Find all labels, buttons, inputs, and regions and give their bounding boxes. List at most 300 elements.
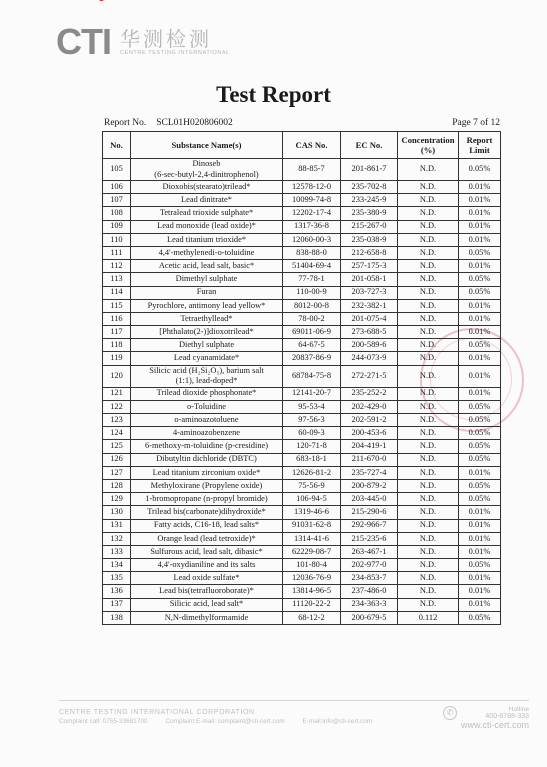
table-row [103, 326, 501, 339]
substance-table [102, 131, 501, 625]
header-concentration: Concentration (%) [398, 132, 459, 159]
cell-substance-name-text: Acetic acid, lead salt, basic* [158, 260, 255, 270]
cell-cas-no-text: 12202-17-4 [291, 208, 332, 218]
cell-report-limit-text: 0.01% [468, 467, 491, 477]
cell-no [103, 365, 131, 387]
cell-cas-no [283, 572, 341, 585]
cell-concentration-text: N.D. [419, 401, 437, 411]
cell-substance-name [131, 493, 283, 506]
cell-report-limit [459, 159, 501, 181]
cell-ec-no [341, 598, 398, 611]
cell-substance-name-text: Orange lead (lead tetroxide)* [157, 533, 256, 543]
cell-concentration-text: N.D. [419, 208, 437, 218]
cell-ec-no [341, 414, 398, 427]
cell-cas-no-text: 68-12-2 [298, 612, 325, 622]
cell-substance-name-line2: (6-sec-butyl-2,4-dinitrophenol) [154, 169, 259, 179]
cell-no [103, 181, 131, 194]
cell-ec-no-text: 202-591-2 [351, 414, 387, 424]
cell-cas-no [283, 427, 341, 440]
cell-report-limit-text: 0.05% [468, 441, 491, 451]
cell-report-limit-text: 0.01% [468, 388, 491, 398]
cell-concentration-text: N.D. [419, 353, 437, 363]
cell-substance-name [131, 611, 283, 624]
logo-dot [98, 0, 105, 1]
cell-ec-no [341, 387, 398, 400]
cell-cas-no [283, 453, 341, 466]
table-row [103, 159, 501, 181]
cell-no-text: 135 [110, 573, 123, 583]
cell-cas-no [283, 414, 341, 427]
cell-substance-name [131, 400, 283, 413]
cell-substance-name-text: Tetraethyllead* [180, 313, 233, 323]
cell-substance-name [131, 299, 283, 312]
cell-ec-no-text: 200-679-5 [351, 612, 387, 622]
cell-no [103, 427, 131, 440]
cell-concentration [398, 194, 459, 207]
cell-concentration [398, 506, 459, 519]
cell-ec-no [341, 532, 398, 545]
cell-report-limit [459, 194, 501, 207]
cell-no-text: 122 [110, 401, 123, 411]
cell-no-text: 115 [110, 300, 123, 310]
cell-report-limit [459, 506, 501, 519]
table-row [103, 519, 501, 532]
cell-concentration [398, 427, 459, 440]
cell-substance-name [131, 598, 283, 611]
cell-ec-no-text: 235-038-9 [351, 234, 387, 244]
cell-concentration-text: N.D. [419, 573, 437, 583]
cell-no [103, 506, 131, 519]
cell-report-limit [459, 611, 501, 624]
cell-report-limit [459, 365, 501, 387]
cell-substance-name [131, 427, 283, 440]
table-row [103, 479, 501, 492]
cell-cas-no-text: 12578-12-0 [291, 181, 332, 191]
cell-concentration [398, 220, 459, 233]
cell-substance-name [131, 246, 283, 259]
cell-concentration [398, 400, 459, 413]
table-row [103, 387, 501, 400]
footer-complaint-email: Complaint E-mail: complaint@cti-cert.com [165, 718, 285, 725]
cell-report-limit [459, 352, 501, 365]
cell-no-text: 128 [110, 480, 123, 490]
cell-concentration-text: N.D. [419, 195, 437, 205]
cell-cas-no-text: 1317-36-8 [294, 221, 329, 231]
cell-no-text: 127 [110, 467, 123, 477]
cell-no-text: 124 [110, 428, 123, 438]
cell-report-limit-text: 0.01% [468, 260, 491, 270]
footer-email: E-mail:info@cti-cert.com [302, 718, 373, 725]
cell-report-limit-text: 0.01% [468, 370, 491, 380]
cell-substance-name [131, 519, 283, 532]
cell-concentration-text: N.D. [419, 164, 437, 174]
cell-substance-name-text: Lead bis(tetrafluoroborate)* [159, 586, 254, 596]
cell-report-limit-text: 0.01% [468, 599, 491, 609]
cell-report-limit [459, 273, 501, 286]
cell-concentration [398, 387, 459, 400]
cell-substance-name [131, 414, 283, 427]
cell-substance-name-text: Fatty acids, C16-18, lead salts* [153, 520, 260, 530]
cell-cas-no-text: 97-56-3 [298, 414, 325, 424]
cell-ec-no-text: 201-861-7 [351, 164, 387, 174]
cell-no-text: 107 [110, 195, 123, 205]
cell-ec-no-text: 202-977-0 [351, 559, 387, 569]
table-row [103, 194, 501, 207]
cell-substance-name-text: Diethyl sulphate [178, 340, 235, 350]
logo-chinese-text: 华测检测 [120, 27, 212, 51]
cell-concentration [398, 299, 459, 312]
cell-ec-no [341, 585, 398, 598]
cell-ec-no [341, 312, 398, 325]
cell-report-limit-text: 0.05% [468, 247, 491, 257]
cell-substance-name-line2: (1:1), lead-doped* [175, 376, 238, 386]
cell-substance-name-text: [Phthalato(2-)]dioxotrilead* [159, 326, 254, 336]
cell-substance-name-text: Sulfurous acid, lead salt, dibasic* [150, 546, 263, 556]
cell-report-limit-text: 0.01% [468, 208, 491, 218]
cell-ec-no-text: 212-658-8 [351, 247, 387, 257]
cell-no [103, 194, 131, 207]
cell-report-limit-text: 0.01% [468, 300, 491, 310]
cell-no-text: 133 [110, 546, 123, 556]
cell-no [103, 159, 131, 181]
cell-cas-no [283, 260, 341, 273]
cell-concentration [398, 572, 459, 585]
cell-cas-no [283, 585, 341, 598]
cell-no [103, 440, 131, 453]
cell-ec-no [341, 326, 398, 339]
table-row [103, 545, 501, 558]
cell-report-limit-text: 0.05% [468, 480, 491, 490]
cell-cas-no-text: 1314-41-6 [294, 533, 329, 543]
hotline-number: 400-6788-333 [485, 713, 529, 720]
cell-report-limit [459, 286, 501, 299]
report-title: Test Report [216, 82, 331, 107]
cell-concentration-text: N.D. [419, 340, 437, 350]
table-row [103, 611, 501, 624]
cell-no [103, 352, 131, 365]
cell-cas-no [283, 365, 341, 387]
cell-no [103, 414, 131, 427]
cell-substance-name [131, 220, 283, 233]
cell-cas-no [283, 246, 341, 259]
table-row [103, 493, 501, 506]
cell-concentration-text: N.D. [419, 586, 437, 596]
cell-report-limit-text: 0.05% [468, 274, 491, 284]
cell-concentration [398, 479, 459, 492]
cell-no [103, 246, 131, 259]
cell-no-text: 112 [110, 260, 123, 270]
cell-ec-no [341, 519, 398, 532]
cell-cas-no [283, 220, 341, 233]
cell-ec-no-text: 235-252-2 [351, 388, 387, 398]
cell-report-limit [459, 260, 501, 273]
header-substance: Substance Name(s) [131, 132, 283, 159]
cell-no-text: 116 [110, 313, 123, 323]
cell-substance-name-text: 4,4'-oxydianiline and its salts [157, 559, 256, 569]
cell-concentration-text: N.D. [419, 260, 437, 270]
cell-report-limit-text: 0.01% [468, 326, 491, 336]
cell-substance-name-text: Dimethyl sulphate [175, 274, 238, 284]
cell-report-limit [459, 427, 501, 440]
cell-report-limit [459, 246, 501, 259]
cell-report-limit-text: 0.01% [468, 533, 491, 543]
cell-no-text: 123 [110, 414, 123, 424]
cell-ec-no [341, 611, 398, 624]
cell-cas-no [283, 519, 341, 532]
cell-ec-no [341, 479, 398, 492]
cell-cas-no [283, 326, 341, 339]
table-row [103, 466, 501, 479]
cell-substance-name [131, 312, 283, 325]
cell-report-limit-text: 0.01% [468, 221, 491, 231]
cell-ec-no-text: 203-727-3 [351, 287, 387, 297]
table-row [103, 207, 501, 220]
cell-concentration-text: N.D. [419, 441, 437, 451]
cell-substance-name [131, 273, 283, 286]
cell-ec-no-text: 273-688-5 [351, 326, 387, 336]
cell-substance-name-text: Dibutyltin dichloride (DBTC) [156, 454, 257, 464]
cell-substance-name [131, 572, 283, 585]
cell-report-limit [459, 598, 501, 611]
cell-no [103, 220, 131, 233]
cell-concentration [398, 352, 459, 365]
cell-concentration [398, 233, 459, 246]
cell-ec-no [341, 493, 398, 506]
cell-ec-no [341, 246, 398, 259]
cell-report-limit-text: 0.05% [468, 559, 491, 569]
cell-concentration [398, 414, 459, 427]
cell-cas-no [283, 611, 341, 624]
cell-ec-no [341, 453, 398, 466]
cell-concentration-text: N.D. [419, 388, 437, 398]
cell-substance-name-text: Silicic acid (H₂Si₂O₅), barium salt [149, 365, 264, 375]
cell-no [103, 260, 131, 273]
cell-concentration [398, 493, 459, 506]
cell-substance-name [131, 352, 283, 365]
cell-ec-no [341, 440, 398, 453]
cell-cas-no-text: 20837-86-9 [291, 353, 332, 363]
cell-concentration [398, 326, 459, 339]
cell-concentration [398, 598, 459, 611]
cell-substance-name-text: o-Toluidine [187, 401, 226, 411]
cell-ec-no [341, 572, 398, 585]
cell-cas-no-text: 10099-74-8 [291, 195, 332, 205]
cell-cas-no-text: 64-67-5 [298, 340, 325, 350]
cell-no-text: 120 [110, 370, 123, 380]
cell-concentration [398, 260, 459, 273]
cell-report-limit-text: 0.01% [468, 313, 491, 323]
cell-report-limit [459, 414, 501, 427]
cell-cas-no-text: 838-88-0 [296, 247, 327, 257]
cell-concentration-text: N.D. [419, 533, 437, 543]
cell-cas-no-text: 12060-00-3 [291, 234, 332, 244]
cell-no-text: 126 [110, 454, 123, 464]
cell-ec-no-text: 234-853-7 [351, 573, 387, 583]
cell-no-text: 114 [110, 287, 123, 297]
cell-substance-name-text: 6-methoxy-m-toluidine (p-cresidine) [144, 441, 269, 451]
cell-report-limit [459, 326, 501, 339]
cell-no [103, 326, 131, 339]
cell-report-limit [459, 339, 501, 352]
cell-ec-no [341, 559, 398, 572]
cell-concentration [398, 207, 459, 220]
cell-cas-no-text: 12036-76-9 [291, 573, 332, 583]
cell-no [103, 559, 131, 572]
cell-substance-name [131, 365, 283, 387]
cell-ec-no [341, 365, 398, 387]
cell-report-limit [459, 545, 501, 558]
cell-no [103, 532, 131, 545]
cell-cas-no-text: 1319-46-6 [294, 507, 329, 517]
cell-report-limit-text: 0.01% [468, 586, 491, 596]
cell-concentration [398, 181, 459, 194]
cell-ec-no [341, 207, 398, 220]
table-row [103, 365, 501, 387]
cell-concentration-text: N.D. [419, 221, 437, 231]
cell-substance-name [131, 233, 283, 246]
header-no: No. [103, 132, 131, 159]
cell-concentration-text: N.D. [419, 247, 437, 257]
cell-cas-no-text: 77-78-1 [298, 274, 325, 284]
cell-concentration [398, 532, 459, 545]
cell-ec-no-text: 244-073-9 [351, 353, 387, 363]
cell-concentration [398, 519, 459, 532]
cell-ec-no-text: 263-467-1 [351, 546, 387, 556]
cell-concentration-text: N.D. [419, 274, 437, 284]
cell-substance-name-text: o-aminoazotoluene [174, 414, 239, 424]
cell-concentration-text: N.D. [419, 546, 437, 556]
cell-no-text: 130 [110, 507, 123, 517]
cell-substance-name-text: Methyloxirane (Propylene oxide) [150, 480, 263, 490]
cell-substance-name-text: Lead dinitrate* [181, 195, 232, 205]
table-row [103, 585, 501, 598]
cell-cas-no-text: 12141-20-7 [291, 388, 332, 398]
cell-report-limit [459, 233, 501, 246]
cell-ec-no-text: 233-245-9 [351, 195, 387, 205]
cell-substance-name [131, 545, 283, 558]
cell-substance-name [131, 181, 283, 194]
cell-ec-no-text: 200-589-6 [351, 340, 387, 350]
cell-cas-no [283, 273, 341, 286]
cell-cas-no-text: 683-18-1 [296, 454, 327, 464]
header-report-limit: Report Limit [459, 132, 501, 159]
cell-concentration-text: N.D. [419, 428, 437, 438]
cell-report-limit [459, 299, 501, 312]
cell-no-text: 106 [110, 181, 123, 191]
cell-no-text: 117 [110, 326, 123, 336]
cell-ec-no [341, 260, 398, 273]
cell-cas-no [283, 194, 341, 207]
phone-icon: ✆ [443, 706, 457, 720]
cell-report-limit [459, 466, 501, 479]
cell-substance-name [131, 326, 283, 339]
cell-substance-name-text: Lead cyanamidate* [173, 353, 240, 363]
cell-no-text: 121 [110, 388, 123, 398]
cell-substance-name-text: 1-bromopropane (n-propyl bromide) [145, 493, 268, 503]
cell-report-limit-text: 0.05% [468, 414, 491, 424]
cell-report-limit [459, 585, 501, 598]
cell-concentration-text: N.D. [419, 493, 437, 503]
cell-ec-no-text: 272-271-5 [351, 370, 387, 380]
cell-substance-name [131, 339, 283, 352]
cell-concentration-text: N.D. [419, 300, 437, 310]
website-link: www.cti-cert.com [460, 720, 529, 730]
cell-substance-name [131, 440, 283, 453]
cell-no-text: 108 [110, 208, 123, 218]
cell-no [103, 479, 131, 492]
cell-ec-no [341, 273, 398, 286]
cell-ec-no [341, 400, 398, 413]
cell-report-limit-text: 0.05% [468, 401, 491, 411]
cell-concentration-text: N.D. [419, 370, 437, 380]
cell-ec-no-text: 200-879-2 [351, 480, 387, 490]
table-row [103, 572, 501, 585]
cell-cas-no-text: 106-94-5 [296, 493, 327, 503]
cell-ec-no [341, 194, 398, 207]
cell-ec-no-text: 235-727-4 [351, 467, 387, 477]
cell-concentration [398, 559, 459, 572]
cell-report-limit-text: 0.01% [468, 507, 491, 517]
cell-concentration [398, 246, 459, 259]
cell-no-text: 129 [110, 493, 123, 503]
cell-cas-no-text: 62229-08-7 [291, 546, 332, 556]
cell-cas-no-text: 75-56-9 [298, 480, 325, 490]
cell-report-limit [459, 479, 501, 492]
cell-substance-name-text: Lead titanium trioxide* [166, 234, 247, 244]
cell-cas-no [283, 312, 341, 325]
cell-substance-name [131, 159, 283, 181]
cell-no [103, 572, 131, 585]
cell-cas-no [283, 598, 341, 611]
cell-ec-no-text: 202-429-0 [351, 401, 387, 411]
cell-no-text: 118 [110, 340, 123, 350]
cell-concentration-text: N.D. [419, 326, 437, 336]
cell-substance-name-text: Lead monoxide (lead oxide)* [157, 221, 256, 231]
cell-cas-no-text: 11120-22-2 [292, 599, 331, 609]
cell-substance-name-text: Pyrochlore, antimony lead yellow* [147, 300, 266, 310]
table-row [103, 506, 501, 519]
cell-no [103, 598, 131, 611]
cell-cas-no [283, 466, 341, 479]
cell-substance-name-text: 4,4'-methylenedi-o-toluidine [158, 247, 255, 257]
cell-no-text: 132 [110, 533, 123, 543]
cell-no-text: 125 [110, 441, 123, 451]
table-row [103, 181, 501, 194]
cell-cas-no [283, 352, 341, 365]
cell-concentration-text: N.D. [419, 313, 437, 323]
cell-report-limit [459, 400, 501, 413]
table-row [103, 414, 501, 427]
cell-concentration-text: N.D. [419, 454, 437, 464]
logo-cti-text: CTI [56, 21, 111, 62]
cell-ec-no-text: 204-419-1 [351, 441, 387, 451]
report-no-value: SCL01H020806002 [156, 118, 233, 128]
cell-cas-no [283, 387, 341, 400]
cell-cas-no-text: 69011-06-9 [292, 326, 331, 336]
cell-no [103, 453, 131, 466]
cell-concentration-text: N.D. [419, 599, 437, 609]
cell-substance-name-text: Dioxobis(stearato)trilead* [162, 181, 251, 191]
cell-concentration-text: N.D. [419, 414, 437, 424]
cell-ec-no-text: 235-702-8 [351, 181, 387, 191]
cell-concentration [398, 585, 459, 598]
cell-ec-no [341, 286, 398, 299]
cell-cas-no [283, 181, 341, 194]
cell-substance-name [131, 532, 283, 545]
cell-no [103, 466, 131, 479]
cell-no-text: 110 [110, 234, 123, 244]
cell-report-limit-text: 0.05% [468, 493, 491, 503]
